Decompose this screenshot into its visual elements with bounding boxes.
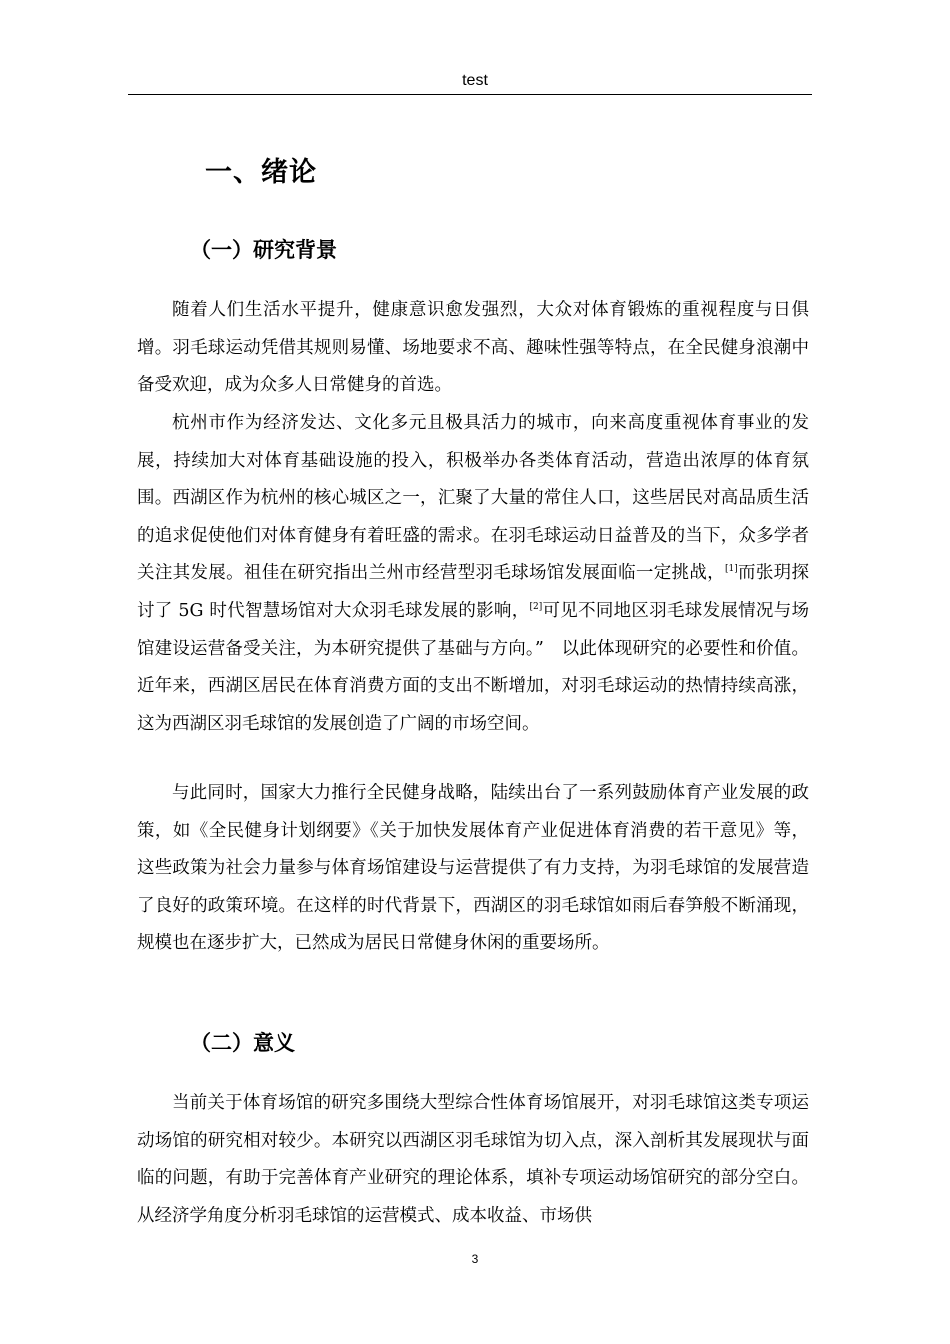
chapter-title: 一、绪论 <box>205 157 317 188</box>
page-number: 3 <box>471 1252 479 1266</box>
citation-1: [1] <box>724 564 738 575</box>
section-heading-significance: （二）意义 <box>190 1031 295 1055</box>
header-divider <box>128 94 812 95</box>
page-header: test <box>462 72 488 89</box>
paragraph-1: 随着人们生活水平提升，健康意识愈发强烈，大众对体育锻炼的重视程度与日俱增。羽毛球运动凭借其规则易懂、场地要求不高、趣味性强等特点，在全民健身浪潮中备受欢迎，成为众多人日常健身的首选。 <box>137 300 809 396</box>
paragraph-2-part-a: 杭州市作为经济发达、文化多元且极具活力的城市，向来高度重视体育事业的发展，持续加大对体育基础设施的投入，积极举办各类体育活动，营造出浓厚的体育氛围。西湖区作为杭州的核心城区之一，汇聚了大量的常住人口，这些居民对高品质生活的追求促使他们对体育健身有着旺盛的需求。在羽毛球运动日益普及的当下，众多学者关注其发展。祖佳在研究指出兰州市经营型羽毛球场馆发展面临一定挑战， <box>137 413 809 584</box>
paragraph-3: 与此同时，国家大力推行全民健身战略，陆续出台了一系列鼓励体育产业发展的政策，如《全民健身计划纲要》《关于加快发展体育产业促进体育消费的若干意见》等，这些政策为社会力量参与体育场馆建设与运营提供了有力支持，为羽毛球馆的发展营造了良好的政策环境。在这样的时代背景下，西湖区的羽毛球馆如雨后春笋般不断涌现，规模也在逐步扩大，已然成为居民日常健身休闲的重要场所。 <box>137 783 809 954</box>
paragraph-2-part-b: 而张玥探讨了 5G 时代智慧场馆对大众羽毛球发展的影响， <box>137 563 810 621</box>
citation-2: [2] <box>529 602 543 613</box>
paragraph-4: 当前关于体育场馆的研究多围绕大型综合性体育场馆展开，对羽毛球馆这类专项运动场馆的研究相对较少。本研究以西湖区羽毛球馆为切入点，深入剖析其发展现状与面临的问题，有助于完善体育产业研究的理论体系，填补专项运动场馆研究的部分空白。从经济学角度分析羽毛球馆的运营模式、成本收益、市场供 <box>137 1093 809 1226</box>
section-heading-background: （一）研究背景 <box>190 238 337 262</box>
paragraph-2-part-c: 可见不同地区羽毛球发展情况与场馆建设运营备受关注，为本研究提供了基础与方向。” 以此体现研究的必要性和价值。近年来，西湖区居民在体育消费方面的支出不断增加，对羽毛球运动的热情持续高涨，这为西湖区羽毛球馆的发展创造了广阔的市场空间。 <box>137 600 809 734</box>
paragraph-2 <box>137 405 809 743</box>
